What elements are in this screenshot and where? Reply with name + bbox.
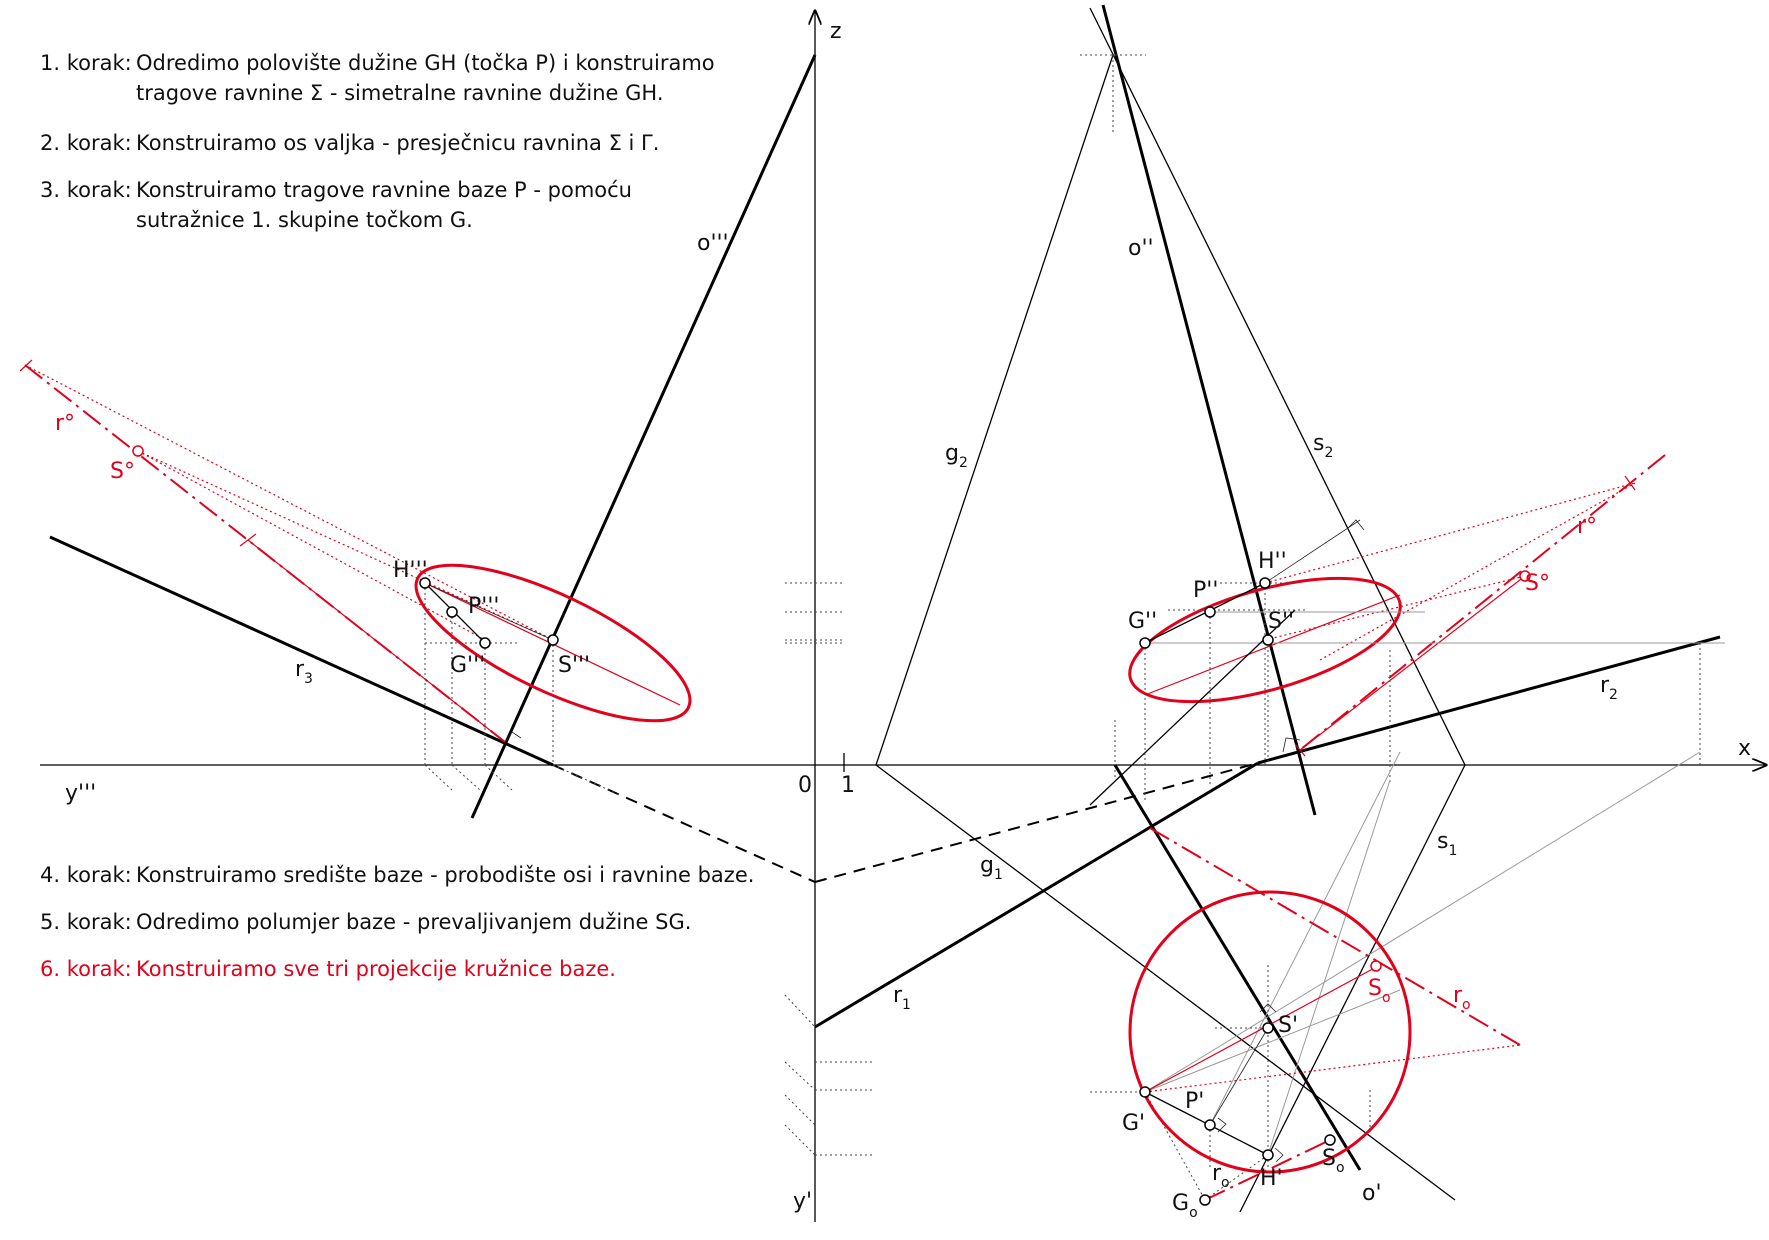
G1-label: G' — [1122, 1111, 1146, 1136]
point-S3 — [548, 635, 558, 645]
point-G2 — [1140, 638, 1150, 648]
s2-label: $s_2$ — [1313, 431, 1334, 461]
point-S0-left — [133, 446, 143, 456]
front-dotted-2 — [1265, 576, 1525, 640]
top-grey-diag-2 — [1210, 752, 1400, 1125]
x-label: x — [1738, 736, 1752, 761]
step-2-text: Konstruiramo os valjka - presječnicu ravnina Σ i Γ. — [136, 131, 660, 155]
So-top-label: $S_o$ — [1368, 976, 1391, 1006]
top-view — [785, 583, 1700, 1212]
step-6-num: 6. korak: — [40, 957, 132, 981]
step-5-num: 5. korak: — [40, 910, 132, 934]
r1-label: $r_1$ — [893, 983, 911, 1013]
step-1 — [40, 48, 715, 108]
dotted-link-3 — [138, 451, 485, 640]
r0-right-line — [1300, 455, 1665, 750]
point-So-bottom — [1325, 1135, 1335, 1145]
top-grey-diag-1 — [1145, 752, 1700, 1092]
S3-label: S''' — [558, 653, 591, 678]
point-Go — [1200, 1195, 1210, 1205]
s2-trace — [1090, 8, 1465, 765]
P1-label: P' — [1185, 1089, 1205, 1114]
point-S1 — [1263, 1023, 1273, 1033]
point-G1 — [1140, 1087, 1150, 1097]
g1-label: $g_1$ — [980, 853, 1003, 883]
g2-label: $g_2$ — [945, 441, 968, 471]
o2-label: o'' — [1128, 236, 1154, 261]
dashed-link-right — [815, 763, 1258, 882]
red-link-1 — [248, 540, 505, 742]
g2-trace — [876, 55, 1113, 765]
r3-trace — [50, 537, 553, 765]
step-3 — [40, 175, 632, 235]
right-angle-top-3 — [1275, 1148, 1283, 1162]
step-4-num: 4. korak: — [40, 863, 132, 887]
S0-left-label: S° — [110, 459, 135, 484]
z-label: z — [830, 19, 842, 44]
s1-label: $s_1$ — [1437, 829, 1458, 859]
step-4-text: Konstruiramo središte baze - probodište osi i ravnine baze. — [136, 863, 755, 887]
ro-bottom-label: $r_o$ — [1212, 1161, 1230, 1191]
point-P1 — [1205, 1120, 1215, 1130]
r2-label: $r_2$ — [1600, 673, 1618, 703]
P2-label: P'' — [1193, 578, 1219, 603]
r2-trace — [1258, 637, 1720, 763]
step-1-num: 1. korak: — [40, 51, 132, 75]
step-5-text: Odredimo polumjer baze - prevaljivanjem dužine SG. — [136, 910, 692, 934]
Go-label: $G_o$ — [1172, 1191, 1198, 1221]
step-3-num: 3. korak: — [40, 178, 132, 202]
o1-label: o' — [1362, 1181, 1382, 1206]
r0-left-label: r° — [55, 411, 76, 436]
So-bottom-label: $S_o$ — [1322, 1146, 1345, 1176]
top-dotted-guides — [785, 583, 1370, 1170]
H1-label: H' — [1260, 1166, 1283, 1191]
r0-right-label: r° — [1577, 514, 1598, 539]
point-So-top — [1371, 961, 1381, 971]
S0-right-label: S° — [1525, 571, 1550, 596]
r3-label: $r_3$ — [295, 657, 313, 687]
point-P2 — [1205, 607, 1215, 617]
element-labels — [55, 231, 1618, 1221]
unit-label: 1 — [841, 773, 855, 798]
o2-axis-line — [1103, 5, 1315, 815]
y1-label: y' — [793, 1189, 813, 1214]
step-2-num: 2. korak: — [40, 131, 132, 155]
ro-top-label: $r_o$ — [1453, 983, 1471, 1013]
top-grey-diag-4 — [1145, 990, 1400, 1092]
H2-label: H'' — [1258, 549, 1287, 574]
y3-label: y''' — [65, 781, 97, 806]
G3-label: G''' — [450, 653, 486, 678]
S1-label: S' — [1278, 1013, 1299, 1038]
point-S2 — [1263, 635, 1273, 645]
point-H1 — [1263, 1150, 1273, 1160]
o3-label: o''' — [697, 231, 729, 256]
top-red-link — [1145, 1045, 1520, 1092]
right-angle-front-1 — [1348, 520, 1364, 530]
G2-label: G'' — [1128, 609, 1158, 634]
front-view — [876, 5, 1725, 815]
H3-label: H''' — [393, 558, 428, 583]
P3-label: P''' — [468, 594, 500, 619]
step-3-text: Konstruiramo tragove ravnine baze Ρ - pomoću — [136, 178, 632, 202]
point-P3 — [447, 607, 457, 617]
step-4 — [40, 860, 754, 890]
front-red-link — [1300, 576, 1525, 750]
r1-trace — [815, 763, 1258, 1027]
step-1-text: Odredimo polovište dužine GH (točka P) i konstruiramo — [136, 51, 715, 75]
point-G3 — [480, 638, 490, 648]
top-segment-PS — [1210, 1028, 1268, 1125]
step-1-text-2: tragove ravnine Σ - simetralne ravnine dužine GH. — [136, 81, 664, 105]
origin-label: 0 — [798, 773, 812, 798]
front-dotted-3 — [1320, 483, 1635, 660]
o3-axis-line — [472, 55, 815, 818]
step-3-text-2: sutražnice 1. skupine točkom G. — [136, 208, 473, 232]
step-6-text: Konstruiramo sve tri projekcije kružnice baze. — [136, 957, 616, 981]
S2-label: S'' — [1268, 609, 1295, 634]
step-5 — [40, 907, 691, 937]
step-2 — [40, 128, 659, 158]
point-H2 — [1260, 578, 1270, 588]
step-6 — [40, 954, 616, 984]
